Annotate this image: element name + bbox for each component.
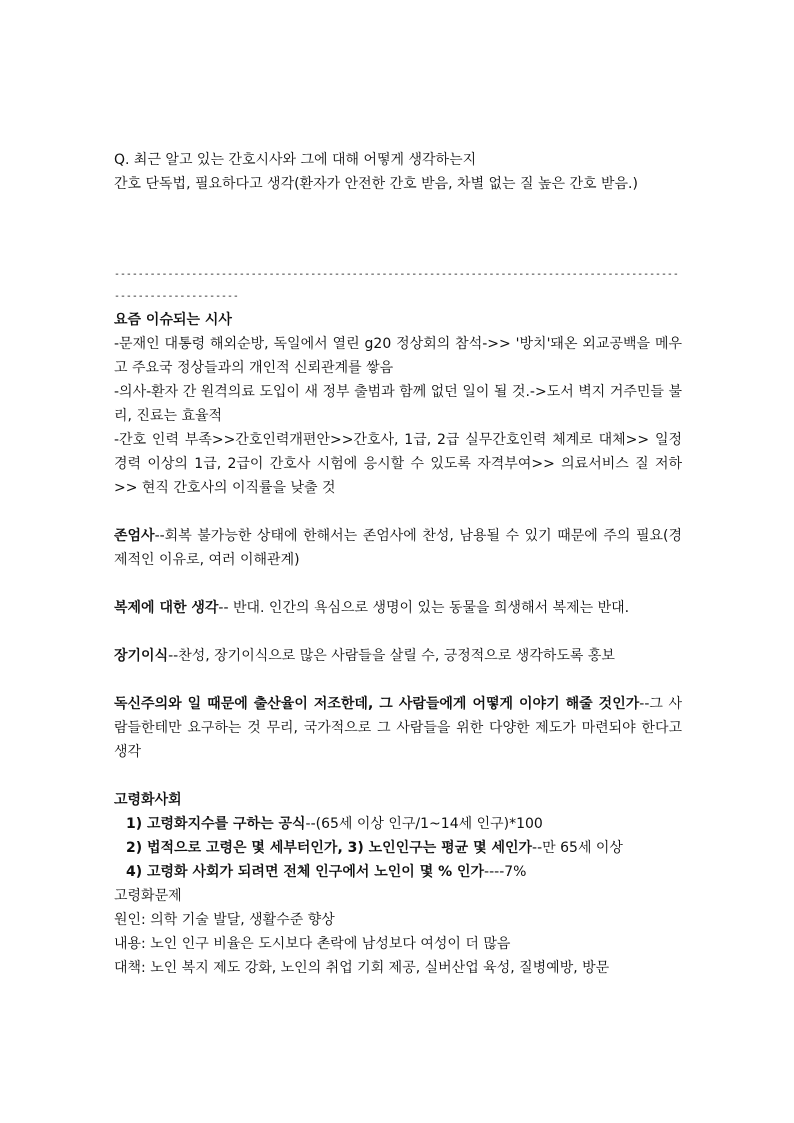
birthrate-paragraph bbox=[114, 692, 682, 764]
euthanasia-title: 존엄사 bbox=[114, 528, 155, 544]
cloning-title: 복제에 대한 생각 bbox=[114, 600, 219, 616]
issue-item-3: -간호 인력 부족>>간호인력개편안>>간호사, 1급, 2급 실무간호인력 체계로 대체>> 일정 경력 이상의 1급, 2급이 간호사 시험에 응시할 수 있도록 자격부여>> 의료서비스 질 저하>> 현직 간호사의 이직률을 낮출 것 bbox=[114, 432, 682, 496]
aging-problem-content: 내용: 노인 인구 비율은 도시보다 촌락에 남성보다 여성이 더 많음 bbox=[114, 936, 511, 952]
issues-heading: 요즘 이슈되는 시사 bbox=[114, 312, 232, 328]
transplant-paragraph bbox=[114, 644, 682, 668]
issue-item-1: -문재인 대통령 해외순방, 독일에서 열린 g20 정상회의 참석->> '방치'돼온 외교공백을 메우고 주요국 정상들과의 개인적 신뢰관계를 쌓음 bbox=[114, 336, 682, 376]
aging-q4: 4) 고령화 사회가 되려면 전체 인구에서 노인이 몇 % 인가----7% bbox=[126, 864, 527, 880]
separator-line: -------------------------------------------------------------------------------------------------------------------- bbox=[114, 269, 679, 302]
answer-line: 간호 단독법, 필요하다고 생각(환자가 안전한 간호 받음, 차별 없는 질 높은 간호 받음.) bbox=[114, 176, 638, 192]
aging-problem-measure: 대책: 노인 복지 제도 강화, 노인의 취업 기회 제공, 실버산업 육성, 질병예방, 방문 bbox=[114, 960, 610, 976]
cloning-paragraph bbox=[114, 596, 682, 620]
cloning-text: -- 반대. 인간의 욕심으로 생명이 있는 동물을 희생해서 복제는 반대. bbox=[218, 600, 630, 616]
aging-q2: 2) 법적으로 고령은 몇 세부터인가, 3) 노인인구는 평균 몇 세인가--만 65세 이상 bbox=[126, 840, 623, 856]
birthrate-title: 독신주의와 일 때문에 출산율이 저조한데, 그 사람들에게 어떻게 이야기 해줄 것인가 bbox=[114, 696, 640, 712]
aging-problem-cause: 원인: 의학 기술 발달, 생활수준 향상 bbox=[114, 912, 335, 928]
document-page bbox=[114, 148, 682, 980]
birthrate-text: --그 사람들한테만 요구하는 것 무리, 국가적으로 그 사람들을 위한 다양한 제도가 마련되야 한다고 생각 bbox=[114, 696, 683, 760]
euthanasia-paragraph bbox=[114, 524, 682, 572]
aging-problem-heading: 고령화문제 bbox=[114, 888, 182, 904]
transplant-text: --찬성, 장기이식으로 많은 사람들을 살릴 수, 긍정적으로 생각하도록 홍보 bbox=[168, 648, 615, 664]
aging-q1: 1) 고령화지수를 구하는 공식--(65세 이상 인구/1~14세 인구)*100 bbox=[126, 816, 543, 832]
issue-item-2: -의사-환자 간 원격의료 도입이 새 정부 출범과 함께 없던 일이 될 것.->도서 벽지 거주민들 불리, 진료는 효율적 bbox=[114, 384, 682, 424]
question-line: Q. 최근 알고 있는 간호시사와 그에 대해 어떻게 생각하는지 bbox=[114, 152, 477, 168]
euthanasia-text: --회복 불가능한 상태에 한해서는 존엄사에 찬성, 남용될 수 있기 때문에 주의 필요(경제적인 이유로, 여러 이해관계) bbox=[114, 528, 682, 568]
aging-question-list bbox=[114, 812, 682, 884]
aging-heading: 고령화사회 bbox=[114, 792, 182, 808]
transplant-title: 장기이식 bbox=[114, 648, 169, 664]
